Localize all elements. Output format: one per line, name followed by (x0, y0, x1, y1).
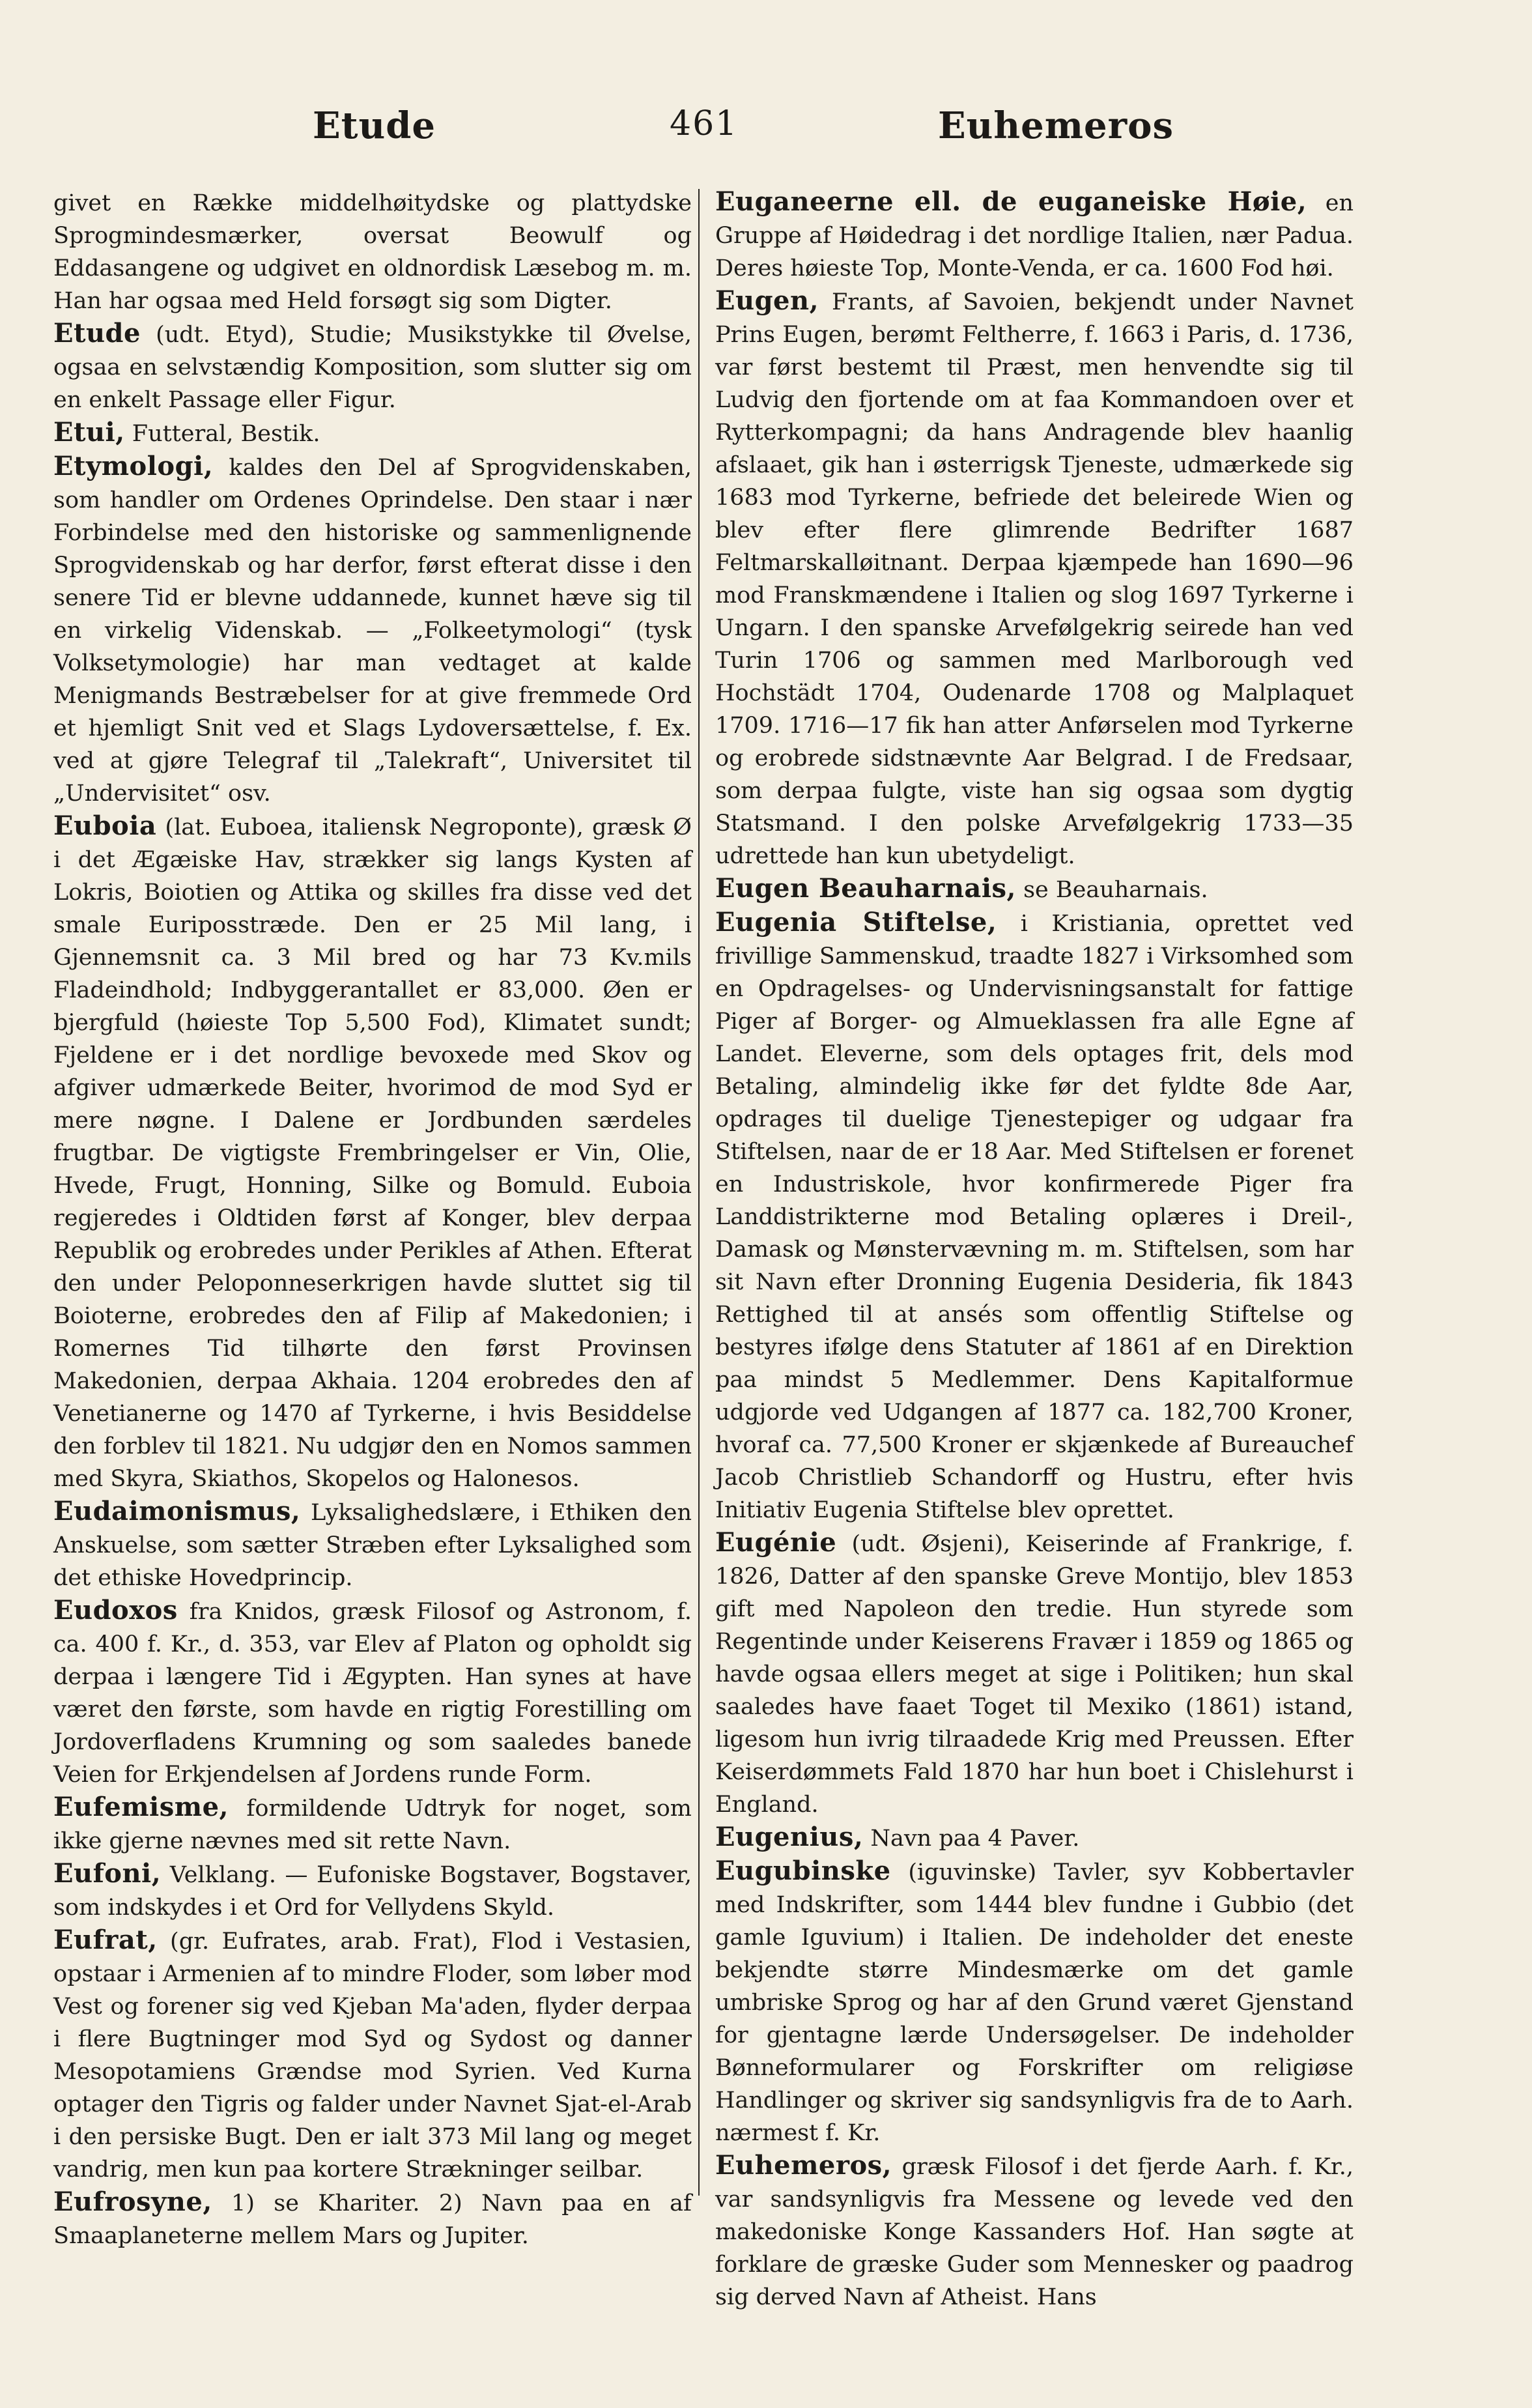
entry-headword: Eufrosyne, (53, 2186, 212, 2217)
entry-text: Lyksalighedslære, i Ethiken den Anskuelse, som sætter Stræben efter Lyksalighed som det ethiske Hovedprincip. (53, 1500, 692, 1591)
entry-text: (udt. Etyd), Studie; Musikstykke til Øvelse, ogsaa en selvstændig Komposition, som slutter sig om en enkelt Passage eller Figur. (53, 322, 692, 413)
entry-headword: Etui, (53, 417, 125, 448)
entry-eufemisme (53, 1791, 692, 1857)
column-divider (698, 189, 700, 2196)
entry-eugen-beauharnais (715, 872, 1354, 906)
entry-text: græsk Filosof i det fjerde Aarh. f. Kr., var sandsynligvis fra Messene og levede ved den makedoniske Konge Kassanders Hof. Han søgte at forklare de græske Guder som Mennesker og paadrog sig derved Navn af Atheist. Hans (715, 2154, 1354, 2310)
entry-text: 1) se Khariter. 2) Navn paa en af Smaaplaneterne mellem Mars og Jupiter. (53, 2190, 692, 2249)
entry-headword: Eudaimonismus, (53, 1496, 301, 1526)
entry-euganeerne (715, 186, 1354, 285)
entry-euhemeros (715, 2149, 1354, 2314)
entry-text: Velklang. — Eufoniske Bogstaver, Bogstaver, som indskydes i et Ord for Vellydens Skyld. (53, 1862, 692, 1921)
entry-text: (udt. Øsjeni), Keiserinde af Frankrige, f. 1826, Datter af den spanske Greve Montijo, blev 1853 gift med Napoleon den tredie. Hun styrede som Regentinde under Keiserens Fravær i 1859 og 1865 og havde ogsaa ellers meget at sige i Politiken; hun skal saaledes have faaet Toget til Mexiko (1861) istand, ligesom hun ivrig tilraadede Krig med Preussen. Efter Keiserdømmets Fald 1870 har hun boet i Chislehurst i England. (715, 1531, 1354, 1818)
entry-text: givet en Række middelhøitydske og plattydske Sprogmindesmærker, oversat Beowulf og Eddasangene og udgivet en oldnordisk Læsebog m. m. Han har ogsaa med Held forsøgt sig som Digter. (53, 190, 692, 314)
entry-eudaimonismus (53, 1495, 692, 1594)
entry-text: formildende Udtryk for noget, som ikke gjerne nævnes med sit rette Navn. (53, 1796, 692, 1854)
entry-headword: Eufemisme, (53, 1792, 229, 1822)
entry-etui (53, 416, 692, 450)
entry-headword: Etude (53, 318, 141, 349)
entry-text: Navn paa 4 Paver. (863, 1826, 1080, 1852)
entry-headword: Eugen Beauharnais, (715, 873, 1016, 904)
entry-eufrosyne (53, 2186, 692, 2252)
entry-etymologi (53, 450, 692, 810)
entry-headword: Eudoxos (53, 1595, 178, 1626)
entry-eufoni (53, 1857, 692, 1924)
entry-text: (iguvinske) Tavler, syv Kobbertavler med Indskrifter, som 1444 blev fundne i Gubbio (det gamle Iguvium) i Italien. De indeholder det eneste bekjendte større Mindesmærke om det gamle umbriske Sprog og har af den Grund været Gjenstand for gjentagne lærde Undersøgelser. De indeholder Bønneformularer og Forskrifter om religiøse Handlinger og skriver sig sandsynligvis fra de to Aarh. nærmest f. Kr. (715, 1859, 1354, 2146)
entry-headword: Eugen, (715, 285, 819, 316)
entry-continuation (53, 186, 692, 317)
entry-headword: Euboia (53, 810, 157, 841)
entry-text: (gr. Eufrates, arab. Frat), Flod i Vestasien, opstaar i Armenien af to mindre Floder, som løber mod Vest og forener sig ved Kjeban Ma'aden, flyder derpaa i flere Bugtninger mod Syd og Sydost og danner Mesopotamiens Grændse mod Syrien. Ved Kurna optager den Tigris og falder under Navnet Sjat-el-Arab i den persiske Bugt. Den er ialt 373 Mil lang og meget vandrig, men kun paa kortere Strækninger seilbar. (53, 1928, 692, 2183)
entry-eugenius (715, 1821, 1354, 1855)
left-column (53, 186, 692, 2252)
entry-text: en Gruppe af Høidedrag i det nordlige Italien, nær Padua. Deres høieste Top, Monte-Venda, er ca. 1600 Fod høi. (715, 190, 1354, 281)
entry-headword: Eugenia Stiftelse, (715, 907, 997, 938)
left-guide-word: Etude (313, 104, 436, 147)
right-column (715, 186, 1354, 2314)
entry-text: se Beauharnais. (1015, 877, 1208, 903)
entry-text: i Kristiania, oprettet ved frivillige Sammenskud, traadte 1827 i Virksomhed som en Opdragelses- og Undervisningsanstalt for fattige Piger af Borger- og Almueklassen fra alle Egne af Landet. Eleverne, som dels optages frit, dels mod Betaling, almindelig ikke før det fyldte 8de Aar, opdrages til duelige Tjenestepiger og udgaar fra Stiftelsen, naar de er 18 Aar. Med Stiftelsen er forenet en Industriskole, hvor konfirmerede Piger fra Landdistrikterne mod Betaling oplæres i Dreil-, Damask og Mønstervævning m. m. Stiftelsen, som har sit Navn efter Dronning Eugenia Desideria, fik 1843 Rettighed til at ansés som offentlig Stiftelse og bestyres ifølge dens Statuter af 1861 af en Direktion paa mindst 5 Medlemmer. Dens Kapitalformue udgjorde ved Udgangen af 1877 ca. 182,700 Kroner, hvoraf ca. 77,500 Kroner er skjænkede af Bureauchef Jacob Christlieb Schandorff og Hustru, efter hvis Initiativ Eugenia Stiftelse blev oprettet. (715, 911, 1354, 1523)
entry-eugenia-stiftelse (715, 906, 1354, 1526)
entry-etude (53, 317, 692, 416)
entry-text: Futteral, Bestik. (124, 421, 320, 447)
entry-eufrat (53, 1924, 692, 2186)
entry-eugubinske (715, 1855, 1354, 2149)
running-header (52, 104, 1368, 163)
entry-eugen (715, 285, 1354, 872)
entry-headword: Eugénie (715, 1527, 837, 1558)
entry-headword: Eufoni, (53, 1858, 162, 1889)
entry-text: (lat. Euboea, italiensk Negroponte), græsk Ø i det Ægæiske Hav, strækker sig langs Kysten af Lokris, Boiotien og Attika og skilles fra disse ved det smale Euriposstræde. Den er 25 Mil lang, i Gjennemsnit ca. 3 Mil bred og har 73 Kv.mils Fladeindhold; Indbyggerantallet er 83,000. Øen er bjergfuld (høieste Top 5,500 Fod), Klimatet sundt; Fjeldene er i det nordlige bevoxede med Skov og afgiver udmærkede Beiter, hvorimod de mod Syd er mere nøgne. I Dalene er Jordbunden særdeles frugtbar. De vigtigste Frembringelser er Vin, Olie, Hvede, Frugt, Honning, Silke og Bomuld. Euboia regjeredes i Oldtiden først af Konger, blev derpaa Republik og erobredes under Perikles af Athen. Efterat den under Peloponneserkrigen havde sluttet sig til Boioterne, erobredes den af Filip af Makedonien; i Romernes Tid tilhørte den først Provinsen Makedonien, derpaa Akhaia. 1204 erobredes den af Venetianerne og 1470 af Tyrkerne, i hvis Besiddelse den forblev til 1821. Nu udgjør den en Nomos sammen med Skyra, Skiathos, Skopelos og Halonesos. (53, 814, 692, 1492)
right-guide-word: Euhemeros (938, 104, 1174, 147)
entry-euboia (53, 810, 692, 1495)
entry-eugenie (715, 1526, 1354, 1821)
entry-headword: Eufrat, (53, 1925, 158, 1955)
page-number: 461 (670, 104, 739, 143)
entry-text: fra Knidos, græsk Filosof og Astronom, f. ca. 400 f. Kr., d. 353, var Elev af Platon og opholdt sig derpaa i længere Tid i Ægypten. Han synes at have været den første, som havde en rigtig Forestilling om Jordoverfladens Krumning og som saaledes banede Veien for Erkjendelsen af Jordens runde Form. (53, 1599, 692, 1788)
entry-eudoxos (53, 1594, 692, 1791)
entry-headword: Euhemeros, (715, 2150, 892, 2181)
entry-headword: Euganeerne ell. de euganeiske Høie, (715, 186, 1307, 217)
entry-headword: Eugenius, (715, 1822, 864, 1852)
entry-text: kaldes den Del af Sprogvidenskaben, som handler om Ordenes Oprindelse. Den staar i nær Forbindelse med den historiske og sammenlignende Sprogvidenskab og har derfor, først efterat disse i den senere Tid er blevne uddannede, kunnet hæve sig til en virkelig Videnskab. — „Folkeetymologi“ (tysk Volksetymologie) har man vedtaget at kalde Menigmands Bestræbelser for at give fremmede Ord et hjemligt Snit ved et Slags Lydoversættelse, f. Ex. ved at gjøre Telegraf til „Talekraft“, Universitet til „Undervisitet“ osv. (53, 455, 692, 807)
entry-headword: Eugubinske (715, 1856, 891, 1886)
entry-text: Frants, af Savoien, bekjendt under Navnet Prins Eugen, berømt Feltherre, f. 1663 i Paris, d. 1736, var først bestemt til Præst, men henvendte sig til Ludvig den fjortende om at faa Kommandoen over et Rytterkompagni; da hans Andragende blev haanlig afslaaet, gik han i østerrigsk Tjeneste, udmærkede sig 1683 mod Tyrkerne, befriede det beleirede Wien og blev efter flere glimrende Bedrifter 1687 Feltmarskalløitnant. Derpaa kjæmpede han 1690—96 mod Franskmændene i Italien og slog 1697 Tyrkerne i Ungarn. I den spanske Arvefølgekrig seirede han ved Turin 1706 og sammen med Marlborough ved Hochstädt 1704, Oudenarde 1708 og Malplaquet 1709. 1716—17 fik han atter Anførselen mod Tyrkerne og erobrede sidstnævnte Aar Belgrad. I de Fredsaar, som derpaa fulgte, viste han sig ogsaa som dygtig Statsmand. I den polske Arvefølgekrig 1733—35 udrettede han kun ubetydeligt. (715, 289, 1354, 869)
entry-headword: Etymologi, (53, 451, 214, 481)
